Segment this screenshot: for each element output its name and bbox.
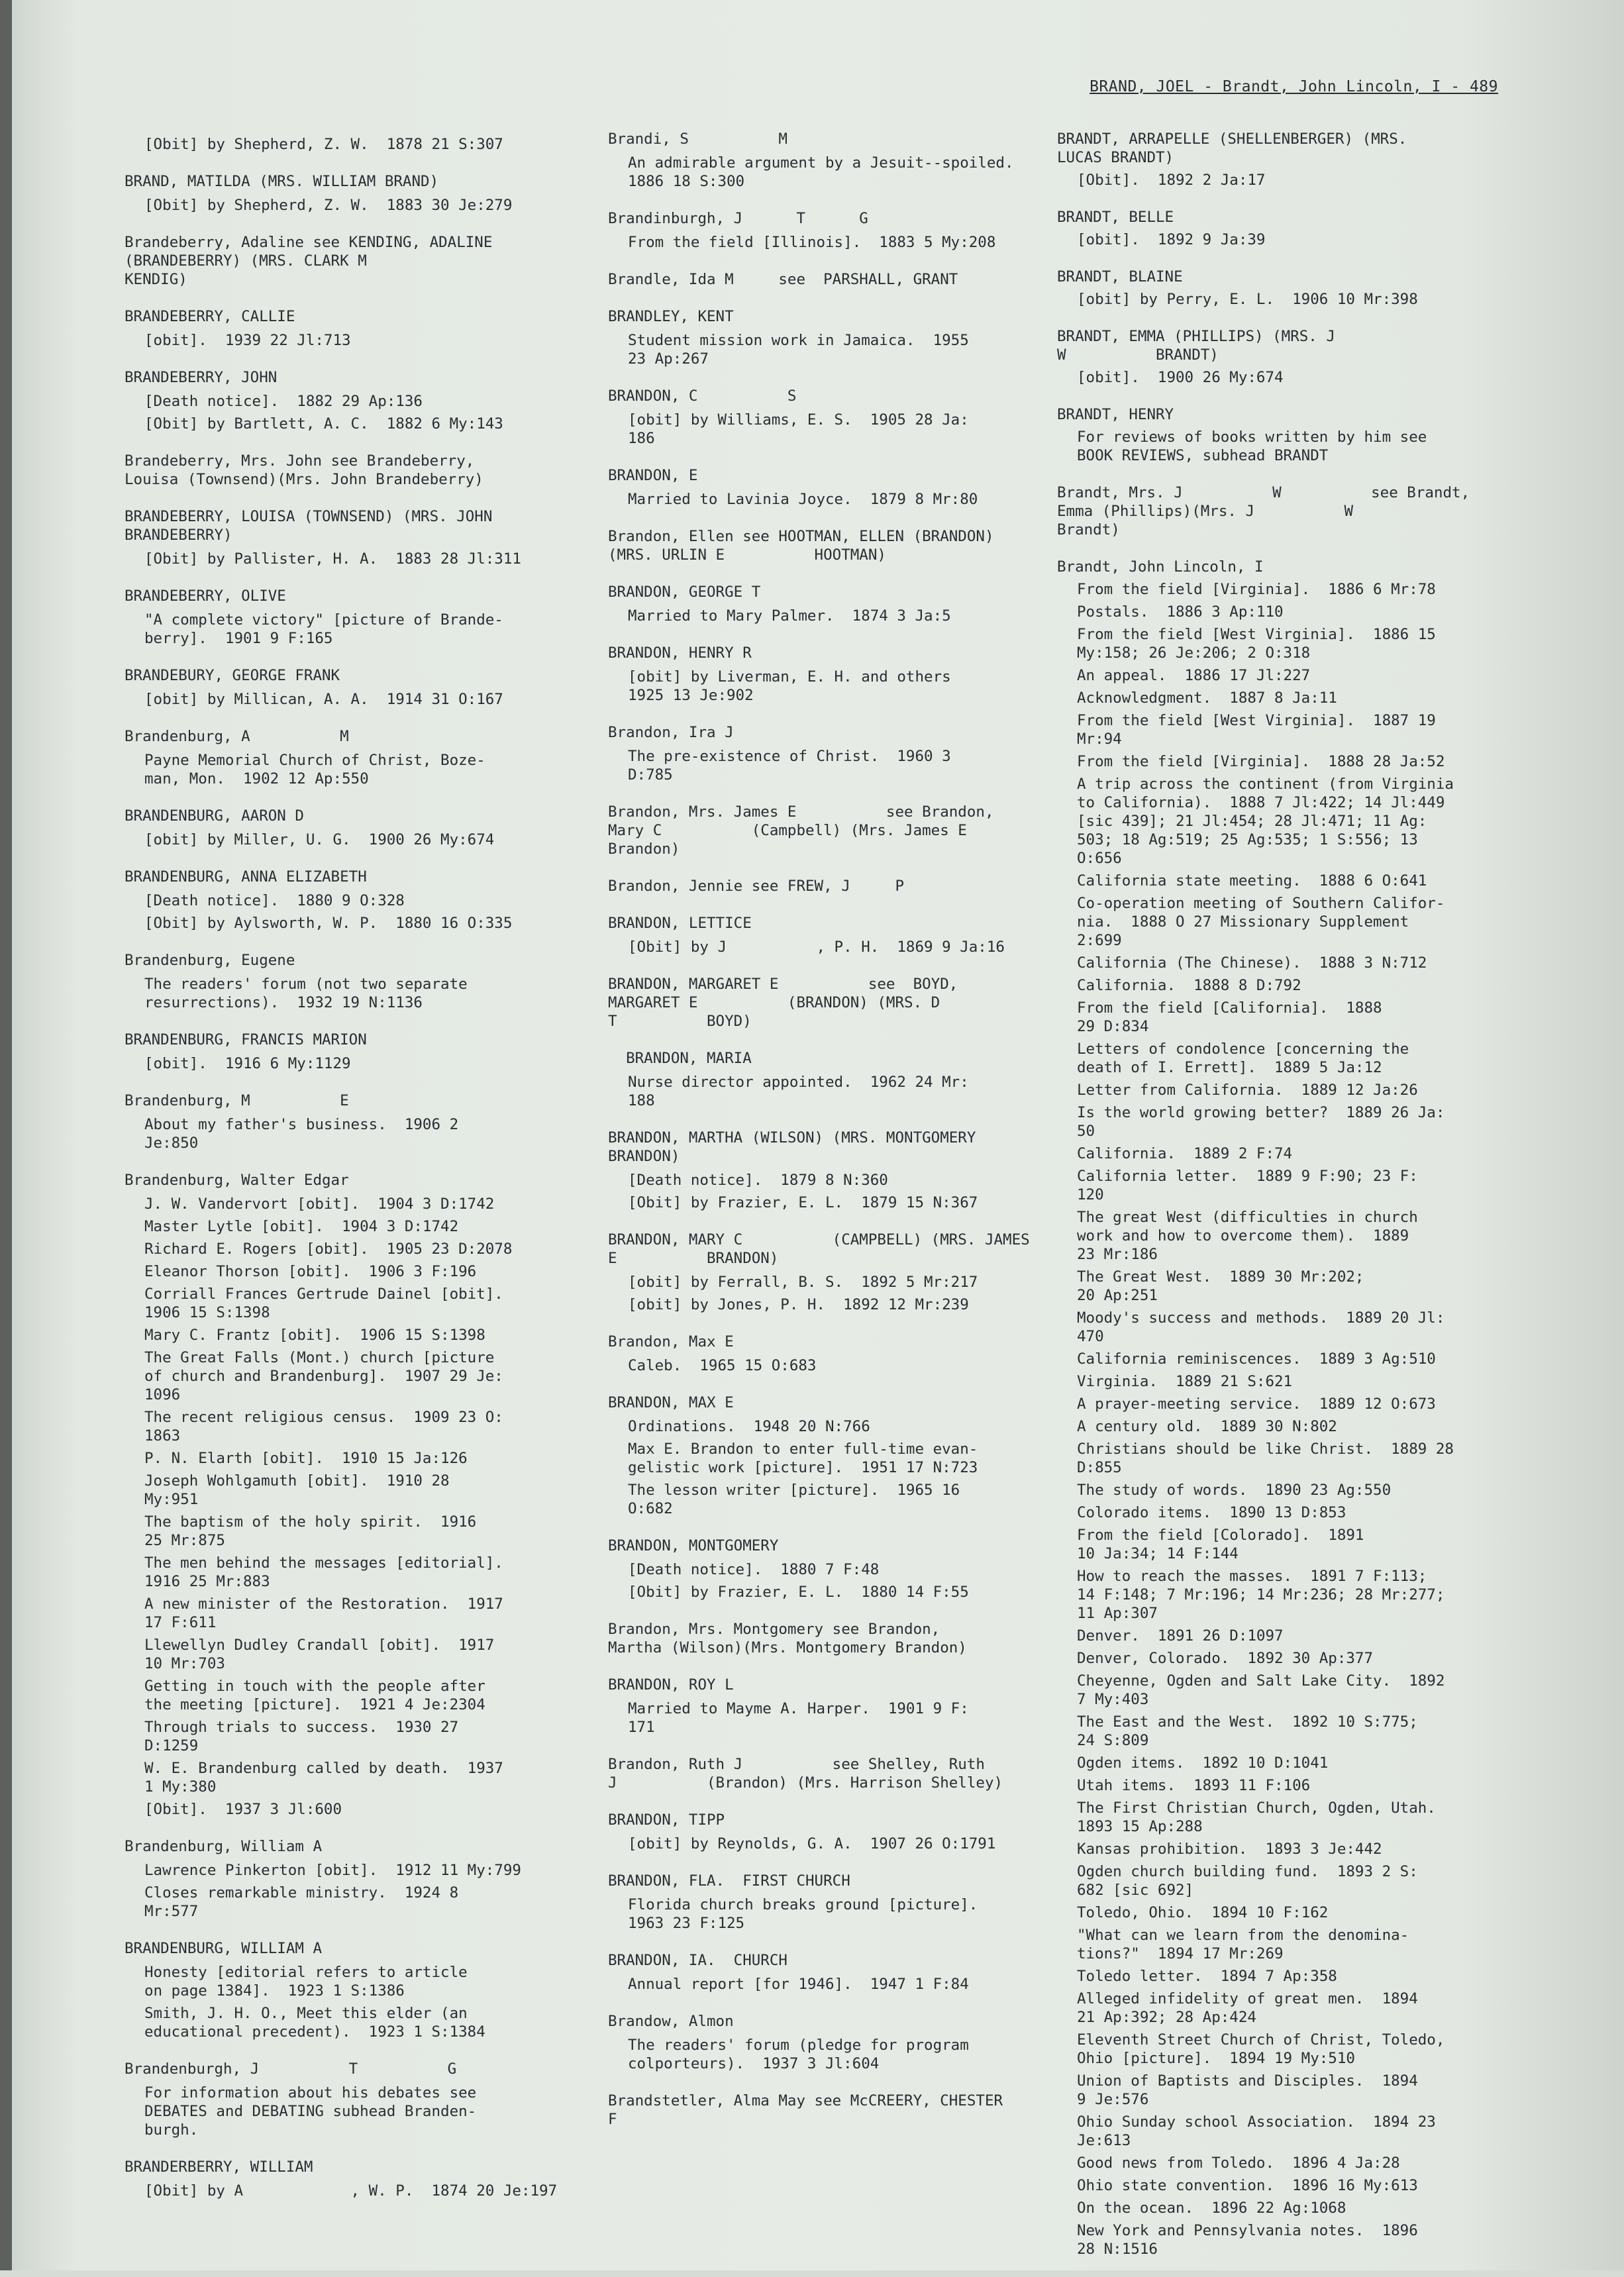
page-binding-edge [0,0,12,2270]
entry-heading: BRANDLEY, KENT [608,308,734,325]
entry-citation: [Obit] by Shepherd, Z. W. 1878 21 S:307 [144,136,503,153]
entry-citation: Married to Mary Palmer. 1874 3 Ja:5 [628,607,951,625]
index-entry [608,723,1032,784]
entry-citation: Smith, J. H. O., Meet this elder (an educational precedent). 1923 1 S:1384 [144,2005,485,2041]
entry-citation: [obit] by Liverman, E. H. and others 1925 13 Je:902 [628,668,951,704]
index-entry [608,1231,1032,1314]
entry-citation: [Obit] by A , W. P. 1874 20 Je:197 [144,2182,558,2200]
index-entry [1057,130,1507,189]
index-entry [608,1393,1032,1518]
entry-citation: The men behind the messages [editorial]. 1916 25 Mr:883 [144,1554,503,1590]
entry-heading: BRANDENBURG, FRANCIS MARION [125,1031,367,1048]
entry-heading: Brandi, S M [608,130,787,148]
entry-heading: BRANDON, MARIA [608,1050,752,1067]
entry-citation: Ohio state convention. 1896 16 My:613 [1077,2177,1418,2194]
entry-citation: [obit] by Ferrall, B. S. 1892 5 Mr:217 [628,1274,978,1291]
entry-citation: Payne Memorial Church of Christ, Boze- man, Mon. 1902 12 Ap:550 [144,752,485,787]
entry-citation: Corriall Frances Gertrude Dainel [obit]. 1906 15 S:1398 [144,1286,503,1321]
entry-citation: W. E. Brandenburg called by death. 1937 1 My:380 [144,1760,503,1796]
entry-citation: Master Lytle [obit]. 1904 3 D:1742 [144,1218,459,1235]
entry-citation: [obit]. 1892 9 Ja:39 [1077,231,1266,248]
entry-heading: Brandenburgh, J T G [125,2060,457,2078]
entry-citation: [Obit] by J , P. H. 1869 9 Ja:16 [628,938,1005,956]
index-entry [1057,558,1507,2258]
entry-citation: Good news from Toledo. 1896 4 Ja:28 [1077,2154,1400,2172]
entry-heading: Brandenburg, Walter Edgar [125,1172,349,1189]
index-entry [125,807,562,849]
entry-citation: Ordinations. 1948 20 N:766 [628,1418,870,1435]
entry-heading: BRANDT, BELLE [1057,209,1174,226]
entry-citation: The study of words. 1890 23 Ag:550 [1077,1482,1392,1499]
entry-heading: BRANDON, C S [608,387,797,405]
entry-citation: Through trials to success. 1930 27 D:1259 [144,1719,459,1754]
entry-citation: Christians should be like Christ. 1889 28 D:855 [1077,1441,1454,1476]
entry-citation: Caleb. 1965 15 O:683 [628,1357,817,1374]
entry-citation: Mary C. Frantz [obit]. 1906 15 S:1398 [144,1327,485,1344]
entry-citation: [obit] by Millican, A. A. 1914 31 O:167 [144,691,503,708]
entry-citation: The First Christian Church, Ogden, Utah. 1893 15 Ap:288 [1077,1799,1436,1835]
entry-citation: California. 1888 8 D:792 [1077,977,1301,994]
entry-heading: Brandt, Mrs. J W see Brandt, Emma (Phillips)(Mrs. J W Brandt) [1057,484,1470,538]
entry-citation: Postals. 1886 3 Ap:110 [1077,603,1284,621]
entry-citation: Cheyenne, Ogden and Salt Lake City. 1892 7 My:403 [1077,1672,1445,1708]
entry-citation: Eleanor Thorson [obit]. 1906 3 F:196 [144,1263,477,1280]
index-entry [125,587,562,648]
index-column-2 [608,130,1032,2147]
entry-heading: BRANDEBERRY, JOHN [125,369,278,386]
index-entry [608,387,1032,448]
index-entry [1057,405,1507,465]
entry-citation: A new minister of the Restoration. 1917 17 F:611 [144,1595,503,1631]
entry-citation: How to reach the masses. 1891 7 F:113; 14 F:148; 7 Mr:196; 14 Mr:236; 28 Mr:277; 11 Ap:307 [1077,1568,1445,1622]
entry-heading: BRANDEBERRY, LOUISA (TOWNSEND) (MRS. JOHN BRANDEBERRY) [125,508,493,544]
index-entry [125,307,562,350]
entry-heading: Brandon, Ellen see HOOTMAN, ELLEN (BRANDON) (MRS. URLIN E HOOTMAN) [608,528,994,564]
entry-heading: BRANDON, GEORGE T [608,583,761,601]
entry-citation: Colorado items. 1890 13 D:853 [1077,1504,1346,1521]
entry-citation: P. N. Elarth [obit]. 1910 15 Ja:126 [144,1450,468,1467]
entry-citation: A century old. 1889 30 N:802 [1077,1418,1337,1435]
entry-heading: Brandstetler, Alma May see McCREERY, CHESTER F [608,2092,1003,2128]
entry-citation: [Death notice]. 1880 9 O:328 [144,892,405,909]
entry-citation: Nurse director appointed. 1962 24 Mr: 188 [628,1074,969,1109]
entry-citation: The readers' forum (pledge for program colporteurs). 1937 3 Jl:604 [628,2037,969,2072]
index-entry [125,2060,562,2139]
entry-heading: Brandon, Mrs. Montgomery see Brandon, Martha (Wilson)(Mrs. Montgomery Brandon) [608,1621,967,1656]
entry-citation: Joseph Wohlgamuth [obit]. 1910 28 My:951 [144,1472,450,1508]
index-entry [125,868,562,933]
index-entry [125,951,562,1012]
entry-citation: For information about his debates see DEBATES and DEBATING subhead Branden- burgh. [144,2084,477,2139]
entry-citation: New York and Pennsylvania notes. 1896 28 N:1516 [1077,2222,1418,2258]
entry-citation: Letters of condolence [concerning the death of I. Errett]. 1889 5 Ja:12 [1077,1040,1409,1076]
index-entry [608,1872,1032,1933]
entry-citation: The Great Falls (Mont.) church [picture of church and Brandenburg]. 1907 29 Je: 1096 [144,1349,503,1403]
entry-heading: BRANDENBURG, AARON D [125,807,304,825]
entry-citation: California letter. 1889 9 F:90; 23 F: 120 [1077,1168,1418,1203]
entry-heading: Brandle, Ida M see PARSHALL, GRANT [608,271,958,288]
entry-citation: Lawrence Pinkerton [obit]. 1912 11 My:799 [144,1862,521,1879]
entry-citation: [Obit]. 1937 3 Jl:600 [144,1801,342,1818]
entry-citation: A trip across the continent (from Virginia to California). 1888 7 Jl:422; 14 Jl:449 [sic 439]; 21 Jl:454; 28 Jl:471; 11 Ag: 503; 18 Ag:519; 25 Ag:535; 1 S:556; 13 O:656 [1077,776,1454,867]
index-entry [125,1091,562,1152]
entry-citation: A prayer-meeting service. 1889 12 O:673 [1077,1395,1436,1413]
entry-heading: BRANDON, MAX E [608,1394,734,1411]
entry-citation: [obit] by Reynolds, G. A. 1907 26 O:1791 [628,1835,996,1852]
entry-heading: BRANDT, BLAINE [1057,268,1183,285]
entry-citation: Virginia. 1889 21 S:621 [1077,1373,1293,1390]
index-entry [608,914,1032,956]
entry-citation: The recent religious census. 1909 23 O: 1863 [144,1409,503,1444]
index-entry [608,583,1032,625]
entry-citation: From the field [Colorado]. 1891 10 Ja:34; 14 F:144 [1077,1527,1364,1562]
entry-citation: Denver, Colorado. 1892 30 Ap:377 [1077,1650,1374,1667]
entry-citation: California state meeting. 1888 6 O:641 [1077,872,1427,889]
entry-heading: Brandenburg, M E [125,1092,349,1109]
index-entry [608,307,1032,368]
index-entry [125,368,562,433]
index-entry [608,1755,1032,1792]
entry-citation: The Great West. 1889 30 Mr:202; 20 Ap:251 [1077,1268,1364,1304]
entry-citation: Ogden church building fund. 1893 2 S: 682 [sic 692] [1077,1863,1418,1899]
entry-heading: Brandeberry, Adaline see KENDING, ADALINE (BRANDEBERRY) (MRS. CLARK M KENDIG) [125,234,493,288]
entry-heading: BRANDON, IA. CHURCH [608,1952,787,1969]
entry-citation: From the field [California]. 1888 29 D:834 [1077,999,1382,1035]
entry-citation: Max E. Brandon to enter full-time evan- gelistic work [picture]. 1951 17 N:723 [628,1441,978,1476]
entry-citation: Honesty [editorial refers to article on page 1384]. 1923 1 S:1386 [144,1964,468,1999]
entry-heading: Brandenburg, A M [125,728,349,745]
entry-citation: The East and the West. 1892 10 S:775; 24 S:809 [1077,1713,1418,1749]
entry-citation: Union of Baptists and Disciples. 1894 9 Je:576 [1077,2072,1418,2108]
entry-citation: [Obit] by Aylsworth, W. P. 1880 16 O:335 [144,915,513,932]
index-entry [608,1537,1032,1601]
entry-citation: [obit]. 1916 6 My:1129 [144,1055,351,1072]
index-entry [125,172,562,215]
index-entry [608,877,1032,895]
entry-citation: Denver. 1891 26 D:1097 [1077,1627,1284,1644]
entry-heading: Brandenburg, William A [125,1838,323,1855]
entry-heading: BRANDT, HENRY [1057,406,1174,423]
index-entry [608,1620,1032,1657]
entry-citation: [Death notice]. 1882 29 Ap:136 [144,393,423,410]
entry-citation: Is the world growing better? 1889 26 Ja: 50 [1077,1104,1445,1140]
index-column-3 [1057,130,1507,2277]
index-entry [608,1676,1032,1737]
entry-citation: "A complete victory" [picture of Brande- berry]. 1901 9 F:165 [144,611,503,647]
entry-citation: The readers' forum (not two separate resurrections). 1932 19 N:1136 [144,976,468,1011]
entry-heading: BRANDON, ROY L [608,1676,734,1694]
entry-citation: Married to Lavinia Joyce. 1879 8 Mr:80 [628,491,978,508]
entry-citation: The pre-existence of Christ. 1960 3 D:785 [628,748,951,784]
index-column-1 [125,130,562,2219]
entry-citation: Moody's success and methods. 1889 20 Jl: 470 [1077,1309,1445,1345]
index-entry [125,1031,562,1073]
entry-citation: [obit] by Perry, E. L. 1906 10 Mr:398 [1077,291,1418,308]
index-entry [125,452,562,489]
entry-citation: Married to Mayme A. Harper. 1901 9 F: 171 [628,1700,969,1736]
entry-citation: Ogden items. 1892 10 D:1041 [1077,1754,1329,1772]
entry-citation: Eleventh Street Church of Christ, Toledo, Ohio [picture]. 1894 19 My:510 [1077,2031,1445,2067]
entry-citation: Richard E. Rogers [obit]. 1905 23 D:2078 [144,1240,513,1258]
entry-heading: Brandon, Max E [608,1333,734,1350]
entry-heading: BRANDENBURG, WILLIAM A [125,1940,323,1957]
entry-heading: Brandt, John Lincoln, I [1057,558,1264,576]
index-entry [125,1171,562,1819]
entry-citation: Toledo, Ohio. 1894 10 F:162 [1077,1904,1329,1921]
index-entry [608,803,1032,858]
entry-heading: Brandon, Ruth J see Shelley, Ruth J (Brandon) (Mrs. Harrison Shelley) [608,1756,1003,1792]
index-entry [1057,483,1507,539]
entry-heading: BRANDENBURG, ANNA ELIZABETH [125,868,367,886]
entry-heading: BRANDON, MARGARET E see BOYD, MARGARET E (BRANDON) (MRS. D T BOYD) [608,976,958,1030]
entry-citation: For reviews of books written by him see BOOK REVIEWS, subhead BRANDT [1077,429,1427,464]
entry-citation: Closes remarkable ministry. 1924 8 Mr:577 [144,1884,459,1920]
index-entry [608,1129,1032,1212]
entry-heading: Brandow, Almon [608,2013,734,2030]
entry-citation: Student mission work in Jamaica. 1955 23 Ap:267 [628,332,969,368]
index-entry [608,975,1032,1031]
entry-heading: Brandon, Ira J [608,724,734,741]
entry-citation: Acknowledgment. 1887 8 Ja:11 [1077,689,1337,707]
entry-heading: BRANDEBURY, GEORGE FRANK [125,667,340,684]
index-entry [608,270,1032,289]
entry-heading: BRANDON, MONTGOMERY [608,1537,779,1554]
entry-citation: The baptism of the holy spirit. 1916 25 Mr:875 [144,1513,477,1549]
entry-heading: Brandinburgh, J T G [608,210,868,227]
index-entry [125,233,562,289]
entry-citation: Alleged infidelity of great men. 1894 21 Ap:392; 28 Ap:424 [1077,1990,1418,2026]
entry-heading: BRANDT, EMMA (PHILLIPS) (MRS. J W BRANDT) [1057,328,1335,364]
index-entry [608,1049,1032,1110]
entry-heading: Brandenburg, Eugene [125,952,295,969]
index-entry [608,527,1032,564]
entry-citation: Getting in touch with the people after the meeting [picture]. 1921 4 Je:2304 [144,1678,485,1713]
entry-citation: "What can we learn from the denomina- tions?" 1894 17 Mr:269 [1077,1927,1409,1962]
entry-citation: J. W. Vandervort [obit]. 1904 3 D:1742 [144,1195,495,1213]
running-header: BRAND, JOEL - Brandt, John Lincoln, I - 489 [1090,78,1498,95]
entry-citation: From the field [Virginia]. 1888 28 Ja:52 [1077,753,1445,770]
entry-citation: An appeal. 1886 17 Jl:227 [1077,667,1311,684]
index-entry [608,2012,1032,2073]
entry-heading: Brandeberry, Mrs. John see Brandeberry, Louisa (Townsend)(Mrs. John Brandeberry) [125,452,483,488]
entry-heading: BRANDON, LETTICE [608,915,752,932]
entry-citation: [Death notice]. 1880 7 F:48 [628,1561,880,1578]
entry-citation: [obit]. 1939 22 Jl:713 [144,332,351,349]
entry-citation: From the field [West Virginia]. 1887 19 Mr:94 [1077,712,1436,748]
entry-citation: An admirable argument by a Jesuit--spoiled. 1886 18 S:300 [628,154,1014,190]
index-entry [125,1939,562,2041]
entry-citation: [Obit] by Bartlett, A. C. 1882 6 My:143 [144,415,503,432]
index-entry [608,1951,1032,1994]
entry-heading: BRANDERBERRY, WILLIAM [125,2158,313,2176]
entry-heading: Brandon, Mrs. James E see Brandon, Mary C (Campbell) (Mrs. James E Brandon) [608,803,994,858]
entry-citation: On the ocean. 1896 22 Ag:1068 [1077,2200,1346,2217]
entry-citation: Toledo letter. 1894 7 Ap:358 [1077,1968,1337,1985]
entry-citation: [obit]. 1900 26 My:674 [1077,369,1284,386]
entry-citation: [Obit]. 1892 2 Ja:17 [1077,172,1266,189]
entry-heading: BRANDT, ARRAPELLE (SHELLENBERGER) (MRS. LUCAS BRANDT) [1057,130,1407,166]
entry-heading: BRANDEBERRY, CALLIE [125,308,295,325]
index-entry [608,1333,1032,1375]
entry-citation: Letter from California. 1889 12 Ja:26 [1077,1082,1418,1099]
entry-citation: [Obit] by Frazier, E. L. 1880 14 F:55 [628,1584,969,1601]
entry-citation: The great West (difficulties in church work and how to overcome them). 1889 23 Mr:186 [1077,1209,1418,1263]
index-entry [608,209,1032,252]
entry-heading: Brandon, Jennie see FREW, J P [608,878,905,895]
entry-citation: [Death notice]. 1879 8 N:360 [628,1172,888,1189]
index-entry [1057,327,1507,387]
entry-citation: From the field [West Virginia]. 1886 15 My:158; 26 Je:206; 2 O:318 [1077,626,1436,662]
entry-citation: About my father's business. 1906 2 Je:850 [144,1116,459,1152]
entry-heading: BRANDON, HENRY R [608,644,752,662]
entry-heading: BRAND, MATILDA (MRS. WILLIAM BRAND) [125,173,439,190]
entry-citation: [obit] by Jones, P. H. 1892 12 Mr:239 [628,1296,969,1313]
entry-heading: BRANDEBERRY, OLIVE [125,587,286,605]
index-entry [125,666,562,709]
index-entry [125,135,562,154]
entry-citation: Co-operation meeting of Southern Califor- nia. 1888 O 27 Missionary Supplement 2:699 [1077,895,1445,949]
entry-citation: California reminiscences. 1889 3 Ag:510 [1077,1350,1436,1368]
entry-citation: [obit] by Miller, U. G. 1900 26 My:674 [144,831,495,848]
entry-heading: BRANDON, MARTHA (WILSON) (MRS. MONTGOMERY BRANDON) [608,1129,976,1165]
index-entry [125,1837,562,1921]
entry-heading: BRANDON, FLA. FIRST CHURCH [608,1872,850,1890]
entry-citation: The lesson writer [picture]. 1965 16 O:682 [628,1482,960,1517]
entry-citation: Ohio Sunday school Association. 1894 23 Je:613 [1077,2113,1436,2149]
index-entry [608,1811,1032,1853]
entry-citation: From the field [Illinois]. 1883 5 My:208 [628,234,996,251]
entry-citation: [obit] by Williams, E. S. 1905 28 Ja: 186 [628,411,969,447]
index-entry [1057,268,1507,309]
entry-citation: California. 1889 2 F:74 [1077,1145,1293,1162]
entry-citation: [Obit] by Pallister, H. A. 1883 28 Jl:311 [144,550,521,568]
index-page [12,0,1624,2270]
entry-heading: BRANDON, TIPP [608,1811,725,1829]
index-entry [1057,208,1507,249]
entry-heading: BRANDON, MARY C (CAMPBELL) (MRS. JAMES E BRANDON) [608,1231,1030,1267]
index-entry [125,507,562,568]
entry-heading: BRANDON, E [608,467,698,484]
index-entry [608,130,1032,191]
entry-citation: [Obit] by Shepherd, Z. W. 1883 30 Je:279 [144,197,513,214]
entry-citation: California (The Chinese). 1888 3 N:712 [1077,954,1427,972]
entry-citation: Llewellyn Dudley Crandall [obit]. 1917 10 Mr:703 [144,1637,495,1672]
index-entry [608,2092,1032,2129]
entry-citation: Utah items. 1893 11 F:106 [1077,1777,1311,1794]
entry-citation: Kansas prohibition. 1893 3 Je:442 [1077,1841,1382,1858]
index-entry [608,644,1032,705]
index-entry [125,2158,562,2200]
entry-citation: Annual report [for 1946]. 1947 1 F:84 [628,1976,969,1993]
index-entry [608,466,1032,509]
entry-citation: [Obit] by Frazier, E. L. 1879 15 N:367 [628,1194,978,1211]
entry-citation: From the field [Virginia]. 1886 6 Mr:78 [1077,581,1436,598]
entry-citation: Florida church breaks ground [picture]. 1963 23 F:125 [628,1896,978,1932]
index-entry [125,727,562,788]
